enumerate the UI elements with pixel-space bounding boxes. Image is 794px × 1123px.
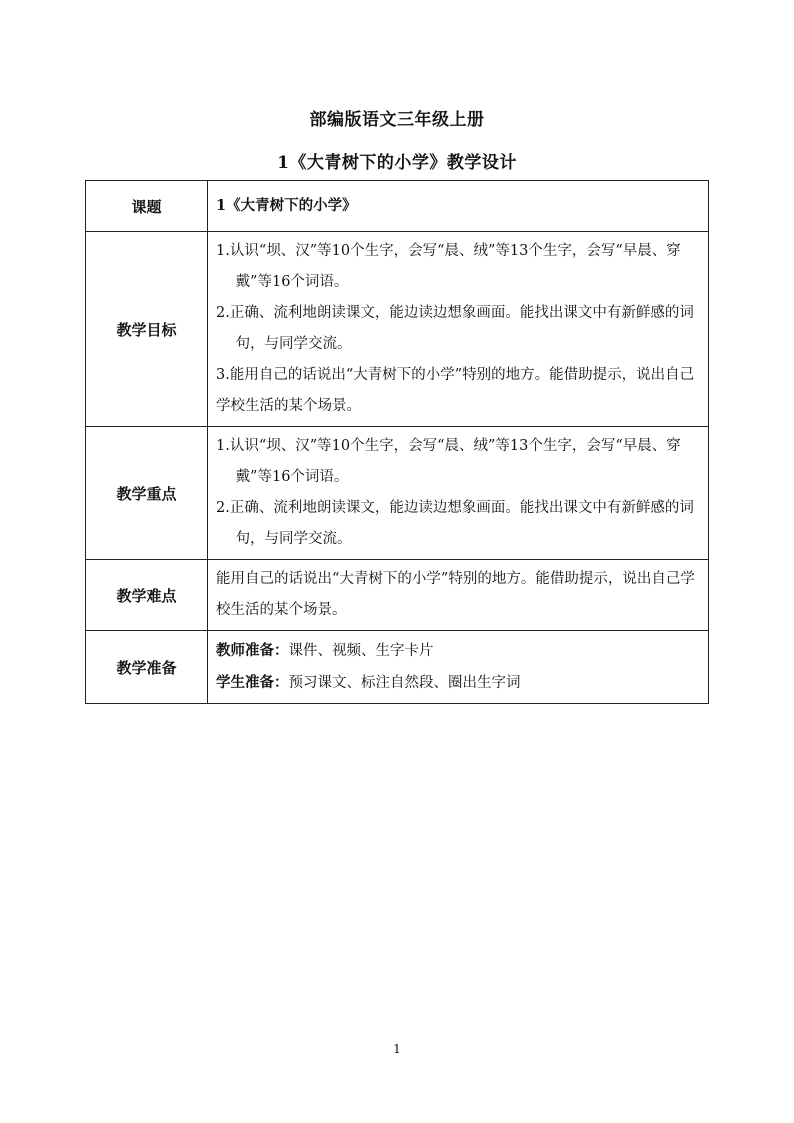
page-number: 1 (393, 1042, 401, 1056)
table-row-key-points (86, 427, 709, 560)
key-points-content (208, 427, 709, 560)
topic-label: 课题 (86, 181, 208, 232)
goal-item-1: 1.认识“坝、汉”等10个生字，会写“晨、绒”等13个生字，会写“早晨、穿戴”等16个词语。 (216, 243, 681, 290)
lesson-plan-table (85, 180, 709, 704)
document-subtitle: 1《大青树下的小学》教学设计 (277, 153, 517, 173)
key-points-label: 教学重点 (86, 427, 208, 560)
key-point-item-2: 2.正确、流利地朗读课文，能边读边想象画面。能找出课文中有新鲜感的词句，与同学交流。 (216, 500, 694, 547)
table-row-difficulties (86, 560, 709, 631)
preparation-label: 教学准备 (86, 631, 208, 704)
teacher-preparation-value: 课件、视频、生字卡片 (288, 643, 434, 659)
preparation-content (208, 631, 709, 704)
student-preparation (216, 667, 702, 699)
student-preparation-value: 预习课文、标注自然段、圈出生字词 (288, 675, 521, 691)
table-row-preparation (86, 631, 709, 704)
teacher-preparation-label: 教师准备： (216, 642, 289, 659)
student-preparation-label: 学生准备： (216, 674, 289, 691)
difficulties-content: 能用自己的话说出“大青树下的小学”特别的地方。能借助提示，说出自己学校生活的某个场景。 (208, 560, 709, 631)
goal-item-3: 3.能用自己的话说出“大青树下的小学”特别的地方。能借助提示，说出自己学校生活的某个场景。 (216, 367, 695, 414)
table-row-goals (86, 232, 709, 427)
document-title: 部编版语文三年级上册 (309, 110, 485, 130)
goals-content (208, 232, 709, 427)
goals-label: 教学目标 (86, 232, 208, 427)
teacher-preparation (216, 635, 702, 667)
difficulties-label: 教学难点 (86, 560, 208, 631)
topic-value: 1《大青树下的小学》 (208, 181, 709, 232)
goal-item-2: 2.正确、流利地朗读课文，能边读边想象画面。能找出课文中有新鲜感的词句，与同学交流。 (216, 305, 694, 352)
key-point-item-1: 1.认识“坝、汉”等10个生字，会写“晨、绒”等13个生字，会写“早晨、穿戴”等16个词语。 (216, 438, 681, 485)
table-row-topic (86, 181, 709, 232)
